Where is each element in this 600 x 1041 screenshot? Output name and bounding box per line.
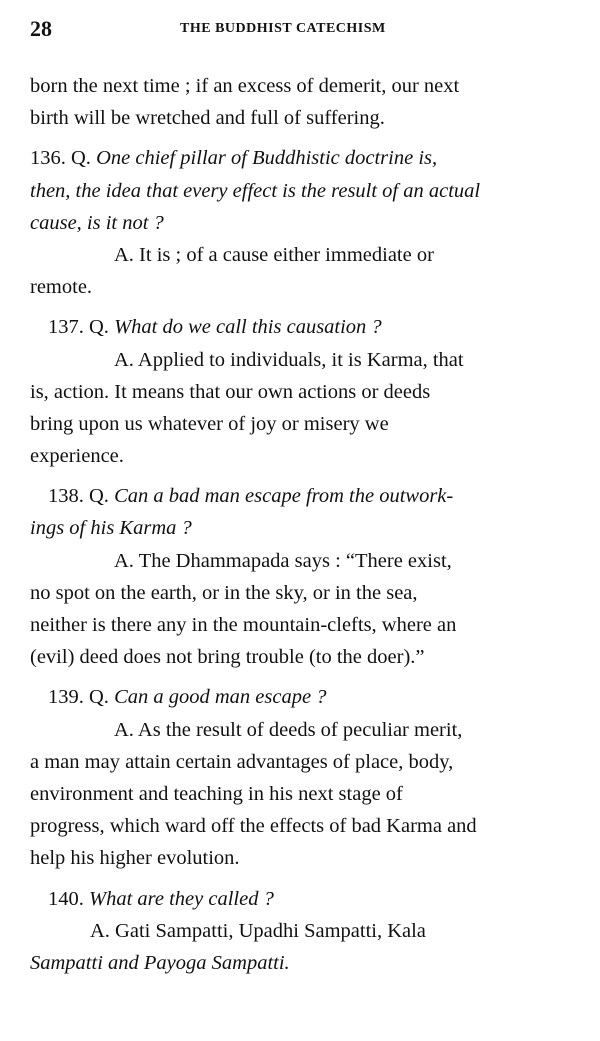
body-text [30, 70, 578, 979]
running-title: THE BUDDHIST CATECHISM [180, 21, 386, 36]
question-number: 139. Q. [48, 686, 109, 709]
question-number: 140. [48, 887, 84, 910]
answer-text: A. It is ; of a cause either immediate or [114, 243, 434, 266]
question-text: What do we call this causation ? [114, 316, 382, 339]
text-line: birth will be wretched and full of suffering. [30, 107, 385, 130]
answer-text: help his higher evolution. [30, 847, 240, 870]
answer-text: environment and teaching in his next stage of [30, 782, 403, 805]
answer-text: no spot on the earth, or in the sky, or in the sea, [30, 581, 418, 604]
question-number: 137. Q. [48, 316, 109, 339]
page-header [30, 16, 578, 46]
question-139 [30, 681, 578, 713]
answer-text: is, action. It means that our own actions or deeds [30, 380, 431, 403]
answer-text: remote. [30, 276, 93, 299]
answer-text: A. Applied to individuals, it is Karma, that [114, 348, 464, 371]
answer-text: progress, which ward off the effects of bad Karma and [30, 815, 477, 838]
answer-text: A. As the result of deeds of peculiar merit, [114, 718, 463, 741]
answer-text: neither is there any in the mountain-clefts, where an [30, 614, 457, 636]
question-140 [30, 883, 578, 915]
question-text: Can a bad man escape from the outwork- [114, 485, 454, 508]
text-line: born the next time ; if an excess of demerit, our next [30, 75, 460, 97]
question-136 [30, 142, 578, 174]
answer-text: experience. [30, 445, 124, 468]
question-137 [30, 311, 578, 343]
answer-text: bring upon us whatever of joy or misery we [30, 412, 389, 435]
answer-text: Sampatti and Payoga Sampatti. [30, 951, 290, 974]
question-text: then, the idea that every effect is the result of an actual [30, 179, 481, 202]
question-text: What are they called ? [89, 887, 274, 910]
answer-text: A. The Dhammapada says : “There exist, [114, 549, 452, 572]
page-number: 28 [30, 16, 52, 41]
question-text: cause, is it not ? [30, 211, 164, 234]
answer-text: (evil) deed does not bring trouble (to the doer).” [30, 646, 425, 669]
question-138 [30, 480, 578, 512]
question-text: Can a good man escape ? [114, 686, 327, 709]
question-number: 136. Q. [30, 147, 91, 170]
question-text: One chief pillar of Buddhistic doctrine is, [96, 147, 438, 170]
answer-text: A. Gati Sampatti, Upadhi Sampatti, Kala [90, 919, 426, 942]
answer-text: a man may attain certain advantages of place, body, [30, 750, 454, 773]
question-text: ings of his Karma ? [30, 517, 192, 540]
question-number: 138. Q. [48, 485, 109, 508]
